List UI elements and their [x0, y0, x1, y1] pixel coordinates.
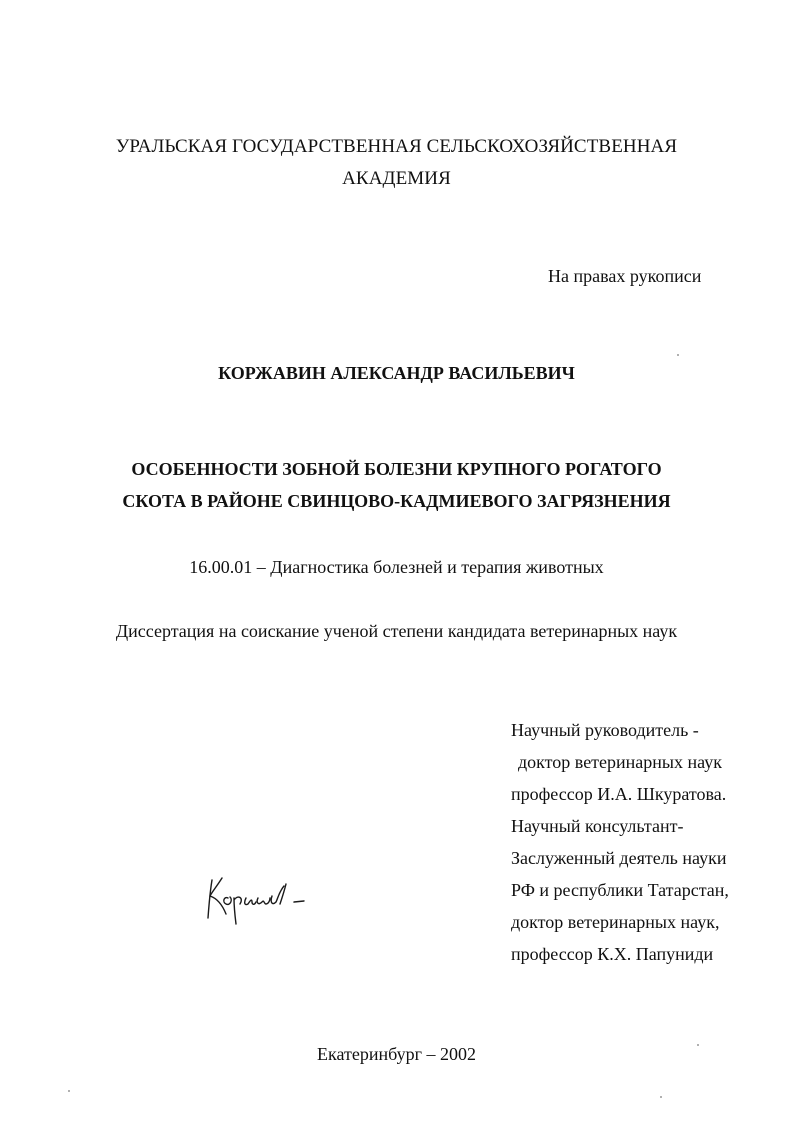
advisor-line: профессор К.Х. Папуниди [511, 944, 714, 964]
manuscript-rights-note: На правах рукописи [548, 266, 702, 286]
advisor-line: профессор И.А. Шкуратова. [511, 784, 727, 804]
specialty-code: 16.00.01 – Диагностика болезней и терапия животных [189, 557, 604, 577]
scan-speck [660, 1096, 662, 1098]
advisor-line: Научный консультант- [511, 816, 684, 836]
advisor-line: Научный руководитель - [511, 720, 699, 740]
scan-speck [677, 354, 679, 356]
advisors-block [511, 719, 781, 975]
city-and-year: Екатеринбург – 2002 [317, 1044, 476, 1064]
institution-name-line-2: АКАДЕМИЯ [342, 168, 451, 189]
scan-speck [68, 1090, 70, 1092]
institution-name-line-1: УРАЛЬСКАЯ ГОСУДАРСТВЕННАЯ СЕЛЬСКОХОЗЯЙСТВЕННАЯ [115, 136, 678, 157]
dissertation-degree-statement: Диссертация на соискание ученой степени кандидата ветеринарных наук [115, 621, 678, 641]
handwritten-signature-icon [200, 868, 310, 928]
advisor-line: доктор ветеринарных наук, [511, 912, 720, 932]
scan-speck [697, 1044, 699, 1046]
advisor-line: Заслуженный деятель науки [511, 848, 727, 868]
author-name: КОРЖАВИН АЛЕКСАНДР ВАСИЛЬЕВИЧ [218, 363, 575, 383]
dissertation-title-line-2: СКОТА В РАЙОНЕ СВИНЦОВО-КАДМИЕВОГО ЗАГРЯЗНЕНИЯ [122, 491, 671, 511]
dissertation-title-line-1: ОСОБЕННОСТИ ЗОБНОЙ БОЛЕЗНИ КРУПНОГО РОГАТОГО [131, 459, 662, 479]
advisor-line: доктор ветеринарных наук [518, 752, 722, 772]
advisor-line: РФ и республики Татарстан, [511, 880, 729, 900]
